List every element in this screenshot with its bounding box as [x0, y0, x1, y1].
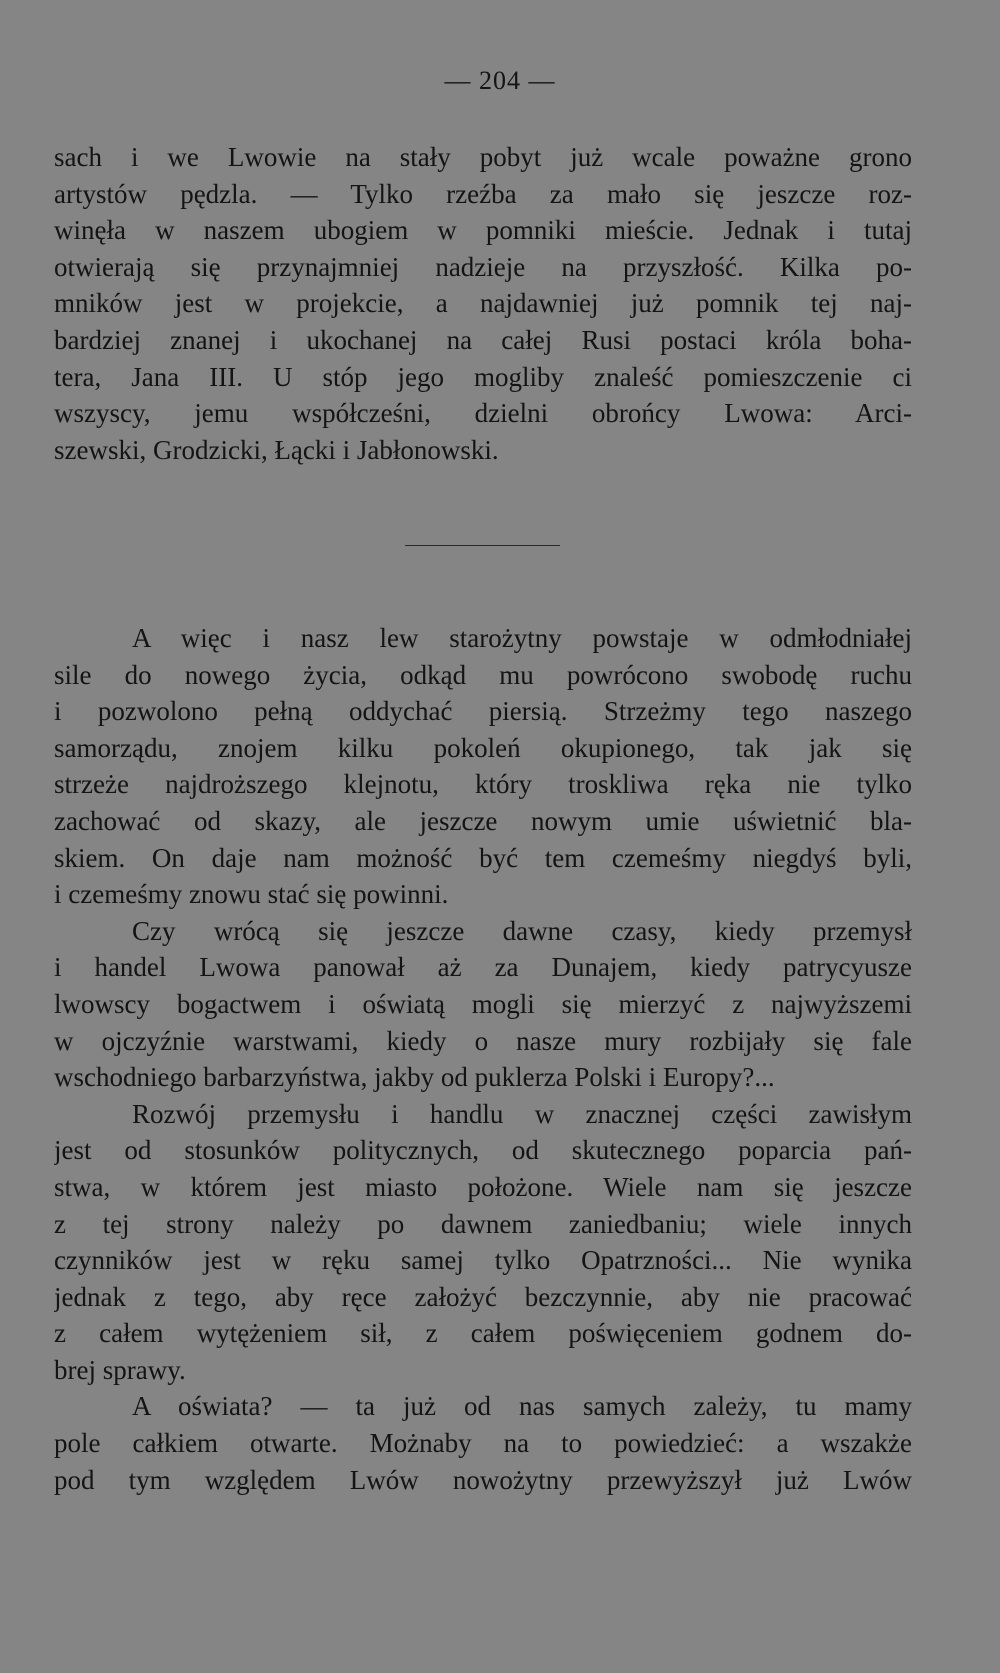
- section-divider: [405, 545, 560, 546]
- text-line: czynników jest w ręku samej tylko Opatrzności... Nie wynika: [54, 1245, 912, 1276]
- text-line: winęła w naszem ubogiem w pomniki mieście. Jednak i tutaj: [54, 215, 912, 246]
- text-line: jednak z tego, aby ręce założyć bezczynnie, aby nie pracować: [54, 1281, 912, 1312]
- text-line: wszyscy, jemu współcześni, dzielni obrońcy Lwowa: Arci-: [54, 398, 912, 429]
- text-line: Rozwój przemysłu i handlu w znacznej części zawisłym: [132, 1098, 912, 1129]
- text-line: i pozwolono pełną oddychać piersią. Strzeżmy tego naszego: [54, 696, 912, 727]
- text-line: stwa, w którem jest miasto położone. Wiele nam się jeszcze: [54, 1171, 912, 1202]
- text-line: samorządu, znojem kilku pokoleń okupionego, tak jak się: [54, 732, 912, 763]
- text-line: z tej strony należy po dawnem zaniedbaniu; wiele innych: [54, 1208, 912, 1239]
- text-line: A więc i nasz lew starożytny powstaje w odmłodniałej: [132, 623, 912, 653]
- section-lion-revival: [54, 620, 912, 1498]
- text-line: A oświata? — ta już od nas samych zależy, tu mamy: [132, 1391, 912, 1422]
- page-number: — 204 —: [444, 66, 556, 95]
- text-line: wschodniego barbarzyństwa, jakby od puklerza Polski i Europy?...: [54, 1062, 775, 1093]
- text-line: sach i we Lwowie na stały pobyt już wcale poważne grono: [54, 142, 912, 172]
- text-line: strzeże najdroższego klejnotu, który troskliwa ręka nie tylko: [54, 769, 912, 800]
- text-line: i czemeśmy znowu stać się powinni.: [54, 879, 449, 910]
- text-line: zachować od skazy, ale jeszcze nowym umie uświetnić bla-: [54, 805, 912, 836]
- text-line: pole całkiem otwarte. Możnaby na to powiedzieć: a wszakże: [54, 1428, 912, 1459]
- text-line: bardziej znanej i ukochanej na całej Rusi postaci króla boha-: [54, 324, 912, 355]
- text-line: mników jest w projekcie, a najdawniej już pomnik tej naj-: [54, 288, 912, 319]
- text-line: sile do nowego życia, odkąd mu powrócono swobodę ruchu: [54, 659, 912, 690]
- text-line: artystów pędzla. — Tylko rzeźba za mało się jeszcze roz-: [54, 178, 912, 209]
- paragraph-monuments: [54, 139, 912, 468]
- text-line: i handel Lwowa panował aż za Dunajem, kiedy patrycyusze: [54, 952, 912, 983]
- text-line: jest od stosunków politycznych, od skutecznego poparcia pań-: [54, 1135, 912, 1166]
- text-line: pod tym względem Lwów nowożytny przewyższył już Lwów: [54, 1464, 912, 1495]
- text-line: lwowscy bogactwem i oświatą mogli się mierzyć z najwyższemi: [54, 988, 912, 1019]
- text-line: szewski, Grodzicki, Łącki i Jabłonowski.: [54, 434, 499, 465]
- text-line: tera, Jana III. U stóp jego mogliby znaleść pomieszczenie ci: [54, 361, 912, 392]
- text-line: skiem. On daje nam możność być tem czemeśmy niegdyś byli,: [54, 842, 912, 873]
- text-line: brej sprawy.: [54, 1354, 186, 1385]
- text-line: otwierają się przynajmniej nadzieje na przyszłość. Kilka po-: [54, 251, 912, 282]
- text-line: Czy wrócą się jeszcze dawne czasy, kiedy przemysł: [132, 915, 912, 946]
- text-line: z całem wytężeniem sił, z całem poświęceniem godnem do-: [54, 1318, 912, 1349]
- text-line: w ojczyźnie warstwami, kiedy o nasze mury rozbijały się fale: [54, 1025, 912, 1056]
